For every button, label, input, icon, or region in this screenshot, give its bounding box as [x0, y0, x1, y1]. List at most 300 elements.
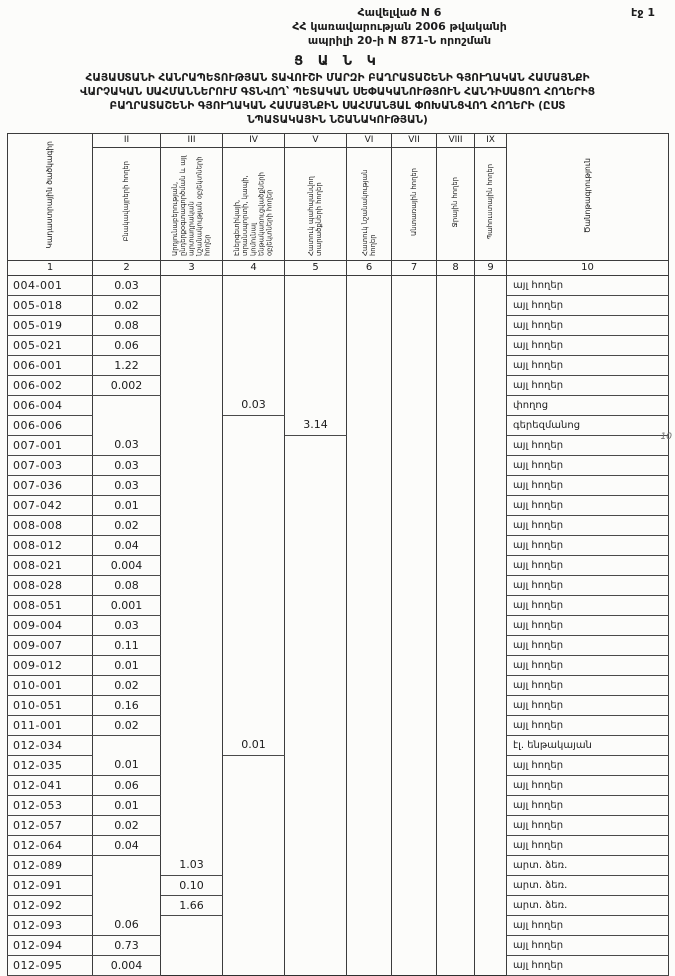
value-cell: 0.03 [93, 615, 161, 635]
subtitle-line: ՎԱՐՉԱԿԱՆ ՍԱՀՄԱՆՆԵՐՈՒՄ ԳՏՆՎՈՂ՝ ՊԵՏԱԿԱՆ ՍԵՓԱԿԱՆՈՒԹՅՈՒՆ ՀԱՆԴԻՍԱՑՈՂ ՀՈՂԵՐԻՑ [79, 86, 596, 99]
value-cell: 0.03 [93, 475, 161, 495]
row-code-cell: 012-092 [8, 895, 93, 915]
value-cell [223, 655, 285, 675]
table-row [8, 815, 669, 835]
value-cell [285, 915, 347, 935]
header-protected-lands: Հատուկ պահպանվող տարածքների հողեր [285, 147, 347, 260]
note-cell: այլ հողեր [507, 455, 669, 475]
value-cell [285, 695, 347, 715]
value-cell [347, 575, 392, 595]
value-cell [223, 315, 285, 335]
table-row [8, 335, 669, 355]
value-cell [392, 375, 437, 395]
column-number-row [8, 260, 669, 275]
value-cell [437, 935, 475, 955]
value-cell [347, 735, 392, 755]
column-number: 5 [285, 260, 347, 275]
value-cell [392, 355, 437, 375]
value-cell [437, 755, 475, 775]
value-cell: 0.001 [93, 595, 161, 615]
header-residential-lands: Բնակավայրերի հողեր [93, 147, 161, 260]
value-cell [437, 915, 475, 935]
value-cell [161, 755, 223, 775]
value-cell [161, 775, 223, 795]
note-cell: այլ հողեր [507, 715, 669, 735]
value-cell: 0.04 [93, 835, 161, 855]
value-cell [392, 955, 437, 975]
row-code-cell: 007-042 [8, 495, 93, 515]
value-cell [392, 275, 437, 295]
row-code-cell: 006-001 [8, 355, 93, 375]
land-transfer-table [7, 133, 669, 976]
value-cell: 3.14 [285, 415, 347, 435]
value-cell [347, 595, 392, 615]
value-cell [93, 395, 161, 415]
value-cell [392, 675, 437, 695]
value-cell [285, 635, 347, 655]
roman-header: IV [223, 133, 285, 147]
value-cell [161, 555, 223, 575]
value-cell [347, 895, 392, 915]
value-cell [437, 375, 475, 395]
value-cell [392, 615, 437, 635]
header-industrial-lands: Արդյունաբերության, ընդերքօգտագործման և այլ արտադրական նշանակության օբյեկտների հողեր [161, 147, 223, 260]
note-cell: այլ հողեր [507, 475, 669, 495]
value-cell: 0.03 [93, 275, 161, 295]
table-row [8, 855, 669, 875]
header-forest-lands: Անտառային հողեր [392, 147, 437, 260]
value-cell [93, 415, 161, 435]
table-row [8, 495, 669, 515]
value-cell [93, 875, 161, 895]
value-cell [475, 715, 507, 735]
value-cell [223, 895, 285, 915]
value-cell [285, 455, 347, 475]
value-cell [475, 795, 507, 815]
value-cell [347, 935, 392, 955]
row-code-cell: 012-057 [8, 815, 93, 835]
note-cell: այլ հողեր [507, 915, 669, 935]
header-water-lands: Ջրային հողեր [437, 147, 475, 260]
value-cell [223, 595, 285, 615]
value-cell: 0.01 [223, 735, 285, 755]
value-cell: 0.02 [93, 295, 161, 315]
value-cell [392, 595, 437, 615]
value-cell [437, 695, 475, 715]
table-row [8, 955, 669, 975]
value-cell [223, 935, 285, 955]
row-code-cell: 012-093 [8, 915, 93, 935]
value-cell [392, 455, 437, 475]
page-number: էջ 1 [631, 6, 655, 19]
value-cell [392, 655, 437, 675]
note-cell: փողոց [507, 395, 669, 415]
value-cell [285, 795, 347, 815]
value-cell [285, 955, 347, 975]
value-cell [285, 295, 347, 315]
value-cell [475, 655, 507, 675]
value-cell: 0.08 [93, 575, 161, 595]
value-cell [347, 495, 392, 515]
value-cell [437, 415, 475, 435]
value-cell [437, 615, 475, 635]
row-code-cell: 009-004 [8, 615, 93, 635]
note-cell: այլ հողեր [507, 575, 669, 595]
roman-header: VI [347, 133, 392, 147]
value-cell [347, 355, 392, 375]
value-cell [347, 315, 392, 335]
value-cell [161, 735, 223, 755]
value-cell: 0.02 [93, 675, 161, 695]
value-cell [347, 875, 392, 895]
value-cell [437, 595, 475, 615]
value-cell [161, 675, 223, 695]
value-cell: 0.02 [93, 515, 161, 535]
value-cell [223, 455, 285, 475]
roman-header: VIII [437, 133, 475, 147]
value-cell [285, 375, 347, 395]
note-cell: այլ հողեր [507, 335, 669, 355]
value-cell [285, 315, 347, 335]
value-cell [392, 735, 437, 755]
header-special-lands: Հատուկ նշանակության հողեր [347, 147, 392, 260]
value-cell [392, 695, 437, 715]
note-cell: այլ հողեր [507, 675, 669, 695]
value-cell [347, 795, 392, 815]
value-cell [475, 415, 507, 435]
table-row [8, 395, 669, 415]
appendix-block [62, 6, 675, 47]
value-cell [437, 555, 475, 575]
appendix-line: Հավելված N 6 [357, 6, 442, 19]
note-cell: այլ հողեր [507, 935, 669, 955]
table-row [8, 915, 669, 935]
value-cell [161, 495, 223, 515]
value-cell [347, 415, 392, 435]
value-cell: 1.66 [161, 895, 223, 915]
value-cell: 0.03 [93, 435, 161, 455]
note-cell: այլ հողեր [507, 635, 669, 655]
value-cell [475, 895, 507, 915]
value-cell [223, 535, 285, 555]
value-cell [347, 835, 392, 855]
value-cell [161, 815, 223, 835]
table-row [8, 595, 669, 615]
value-cell [285, 855, 347, 875]
value-cell [223, 335, 285, 355]
value-cell [285, 575, 347, 595]
value-cell [285, 755, 347, 775]
value-cell [475, 455, 507, 475]
table-row [8, 875, 669, 895]
note-cell: այլ հողեր [507, 695, 669, 715]
value-cell [223, 295, 285, 315]
value-cell [437, 455, 475, 475]
column-number: 1 [8, 260, 93, 275]
value-cell [475, 335, 507, 355]
row-code-cell: 012-053 [8, 795, 93, 815]
value-cell [161, 715, 223, 735]
doc-subtitle [0, 72, 675, 127]
value-cell [392, 795, 437, 815]
value-cell: 0.02 [93, 815, 161, 835]
column-number: 8 [437, 260, 475, 275]
table-row [8, 535, 669, 555]
value-cell [437, 955, 475, 975]
subtitle-line: ՆՊԱՏԱԿԱՅԻՆ ՆՇԱՆԱԿՈՒԹՅԱՆ) [247, 113, 428, 126]
value-cell [223, 475, 285, 495]
value-cell [223, 795, 285, 815]
value-cell [285, 495, 347, 515]
row-code-cell: 012-041 [8, 775, 93, 795]
value-cell: 0.02 [93, 715, 161, 735]
value-cell [223, 575, 285, 595]
value-cell [392, 575, 437, 595]
row-code-cell: 012-094 [8, 935, 93, 955]
row-code-cell: 008-051 [8, 595, 93, 615]
value-cell [223, 695, 285, 715]
column-number: 4 [223, 260, 285, 275]
column-number: 2 [93, 260, 161, 275]
value-cell [161, 595, 223, 615]
value-cell [347, 395, 392, 415]
value-cell [437, 795, 475, 815]
row-code-cell: 004-001 [8, 275, 93, 295]
value-cell: 0.08 [93, 315, 161, 335]
note-cell: այլ հողեր [507, 535, 669, 555]
value-cell [475, 775, 507, 795]
value-cell [285, 655, 347, 675]
value-cell [223, 515, 285, 535]
header-infrastructure-lands: Էներգետիկայի, տրանսպորտի, կապի, կոմունալ ենթակառուցվածքների օբյեկտների հողեր [223, 147, 285, 260]
value-cell [223, 435, 285, 455]
value-cell [475, 675, 507, 695]
value-cell [437, 315, 475, 335]
value-cell [161, 375, 223, 395]
value-cell [437, 895, 475, 915]
value-cell: 0.04 [93, 535, 161, 555]
doc-title: Ց Ա Ն Կ [294, 54, 381, 70]
note-cell: արտ. ձեռ. [507, 875, 669, 895]
value-cell [285, 775, 347, 795]
note-cell: այլ հողեր [507, 755, 669, 775]
value-cell [392, 415, 437, 435]
note-cell: այլ հողեր [507, 375, 669, 395]
row-code-cell: 012-095 [8, 955, 93, 975]
table-row [8, 415, 669, 435]
value-cell [392, 315, 437, 335]
table-row [8, 835, 669, 855]
value-cell [223, 775, 285, 795]
value-cell [223, 835, 285, 855]
table-row [8, 455, 669, 475]
row-code-cell: 008-021 [8, 555, 93, 575]
table-row [8, 515, 669, 535]
table-body [8, 275, 669, 975]
roman-header: IX [475, 133, 507, 147]
note-cell: այլ հողեր [507, 615, 669, 635]
value-cell [437, 815, 475, 835]
value-cell [285, 435, 347, 455]
value-cell [437, 395, 475, 415]
value-cell: 0.01 [93, 655, 161, 675]
value-cell [347, 715, 392, 735]
value-cell [347, 335, 392, 355]
table-row [8, 575, 669, 595]
roman-header: VII [392, 133, 437, 147]
value-cell [347, 615, 392, 635]
value-cell [161, 435, 223, 455]
value-cell [285, 935, 347, 955]
row-code-cell: 009-012 [8, 655, 93, 675]
value-cell [161, 355, 223, 375]
column-number: 9 [475, 260, 507, 275]
table-row [8, 315, 669, 335]
value-cell [475, 395, 507, 415]
value-cell [437, 735, 475, 755]
value-cell [475, 435, 507, 455]
value-cell [223, 875, 285, 895]
value-cell [475, 295, 507, 315]
value-cell [347, 655, 392, 675]
value-cell [392, 435, 437, 455]
value-cell [475, 735, 507, 755]
value-cell [347, 435, 392, 455]
value-cell [475, 315, 507, 335]
value-cell [437, 855, 475, 875]
value-cell [285, 675, 347, 695]
note-cell: գերեզմանոց [507, 415, 669, 435]
row-code-cell: 012-064 [8, 835, 93, 855]
table-row [8, 735, 669, 755]
value-cell [161, 335, 223, 355]
table-row [8, 655, 669, 675]
value-cell [285, 875, 347, 895]
value-cell [437, 535, 475, 555]
value-cell [475, 815, 507, 835]
value-cell [161, 635, 223, 655]
value-cell [347, 755, 392, 775]
value-cell [285, 715, 347, 735]
value-cell: 0.01 [93, 755, 161, 775]
table-row [8, 675, 669, 695]
value-cell [223, 375, 285, 395]
row-code-cell: 006-004 [8, 395, 93, 415]
value-cell [392, 715, 437, 735]
value-cell [285, 275, 347, 295]
value-cell: 1.22 [93, 355, 161, 375]
value-cell [347, 635, 392, 655]
note-cell: այլ հողեր [507, 775, 669, 795]
value-cell [437, 635, 475, 655]
value-cell [475, 355, 507, 375]
value-cell: 0.16 [93, 695, 161, 715]
value-cell [475, 375, 507, 395]
value-cell [392, 475, 437, 495]
value-cell: 0.06 [93, 915, 161, 935]
value-cell [285, 555, 347, 575]
value-cell [223, 275, 285, 295]
value-cell [223, 715, 285, 735]
value-cell [475, 475, 507, 495]
value-cell: 0.06 [93, 775, 161, 795]
value-cell [392, 515, 437, 535]
table-row [8, 755, 669, 775]
value-cell [347, 555, 392, 575]
value-cell [347, 375, 392, 395]
value-cell [347, 475, 392, 495]
note-cell: այլ հողեր [507, 355, 669, 375]
note-cell: այլ հողեր [507, 815, 669, 835]
value-cell [392, 895, 437, 915]
value-cell [475, 635, 507, 655]
value-cell: 0.06 [93, 335, 161, 355]
subtitle-line: ԲԱՂՐԱՏԱՇԵՆԻ ԳՅՈՒՂԱԿԱՆ ՀԱՄԱՅՆՔԻՆ ՍԱՀՄԱՆՅԱԼ ՓՈԽԱՆՑՎՈՂ ՀՈՂԵՐԻ (ԸՍՏ [109, 99, 566, 112]
value-cell [347, 295, 392, 315]
value-cell [392, 755, 437, 775]
value-cell [223, 415, 285, 435]
value-cell [161, 615, 223, 635]
value-cell [392, 295, 437, 315]
value-cell [347, 915, 392, 935]
value-cell [437, 475, 475, 495]
value-cell [347, 855, 392, 875]
note-cell: այլ հողեր [507, 835, 669, 855]
value-cell [347, 775, 392, 795]
value-cell [223, 555, 285, 575]
value-cell [285, 355, 347, 375]
value-cell [392, 535, 437, 555]
row-code-cell: 012-035 [8, 755, 93, 775]
value-cell [347, 275, 392, 295]
value-cell [437, 655, 475, 675]
value-cell [437, 835, 475, 855]
table-row [8, 375, 669, 395]
value-cell [437, 775, 475, 795]
value-cell [475, 875, 507, 895]
table-row [8, 555, 669, 575]
value-cell [161, 515, 223, 535]
value-cell [161, 955, 223, 975]
table-row [8, 795, 669, 815]
value-cell [437, 495, 475, 515]
roman-header: III [161, 133, 223, 147]
note-cell: այլ հողեր [507, 955, 669, 975]
value-cell [223, 755, 285, 775]
value-cell [347, 815, 392, 835]
value-cell [223, 635, 285, 655]
value-cell [347, 955, 392, 975]
value-cell [437, 875, 475, 895]
value-cell [223, 615, 285, 635]
table-row [8, 275, 669, 295]
value-cell [161, 575, 223, 595]
value-cell [161, 695, 223, 715]
value-cell: 0.11 [93, 635, 161, 655]
row-code-cell: 012-089 [8, 855, 93, 875]
row-code-cell: 007-036 [8, 475, 93, 495]
value-cell [437, 715, 475, 735]
value-cell [161, 795, 223, 815]
value-cell [161, 915, 223, 935]
value-cell [223, 955, 285, 975]
row-code-cell: 009-007 [8, 635, 93, 655]
value-cell [285, 895, 347, 915]
value-cell [93, 895, 161, 915]
appendix-line: ՀՀ կառավարության 2006 թվականի [292, 19, 507, 33]
table-row [8, 475, 669, 495]
table-head [8, 133, 669, 275]
